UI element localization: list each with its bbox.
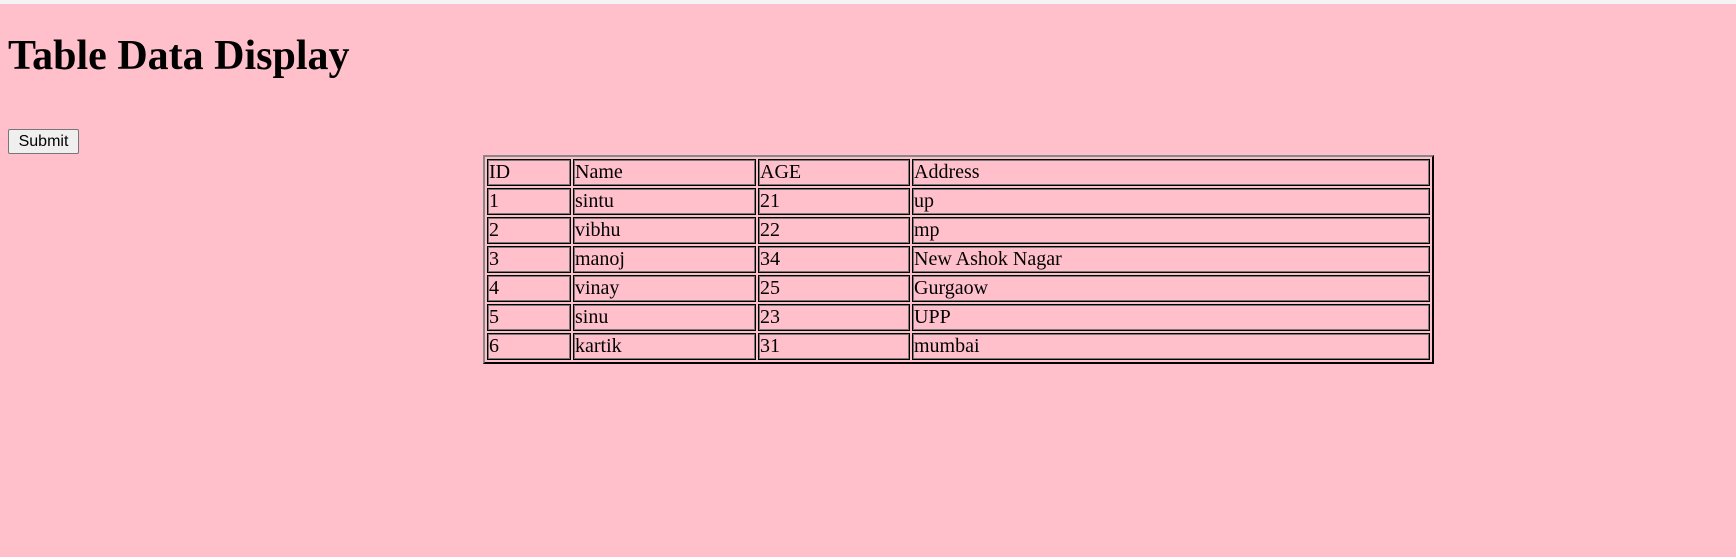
cell-id: 4 (487, 275, 571, 302)
cell-address: UPP (912, 304, 1430, 331)
cell-id: 2 (487, 217, 571, 244)
cell-name: kartik (573, 333, 756, 360)
cell-age: 21 (758, 188, 910, 215)
table-row (487, 333, 1430, 360)
column-header-id: ID (487, 159, 571, 186)
cell-id: 6 (487, 333, 571, 360)
column-header-age: AGE (758, 159, 910, 186)
table-row (487, 246, 1430, 273)
cell-id: 3 (487, 246, 571, 273)
table-header-row (487, 159, 1430, 186)
cell-name: sintu (573, 188, 756, 215)
data-table (483, 155, 1434, 364)
column-header-name: Name (573, 159, 756, 186)
cell-address: up (912, 188, 1430, 215)
table-row (487, 275, 1430, 302)
column-header-address: Address (912, 159, 1430, 186)
cell-age: 34 (758, 246, 910, 273)
cell-name: manoj (573, 246, 756, 273)
cell-age: 31 (758, 333, 910, 360)
cell-age: 22 (758, 217, 910, 244)
cell-name: vinay (573, 275, 756, 302)
cell-name: vibhu (573, 217, 756, 244)
cell-name: sinu (573, 304, 756, 331)
page-title: Table Data Display (8, 33, 350, 79)
submit-button[interactable]: Submit (8, 129, 79, 154)
table-row (487, 217, 1430, 244)
cell-id: 5 (487, 304, 571, 331)
top-strip (0, 0, 1736, 4)
cell-address: Gurgaow (912, 275, 1430, 302)
cell-address: New Ashok Nagar (912, 246, 1430, 273)
cell-address: mumbai (912, 333, 1430, 360)
cell-age: 25 (758, 275, 910, 302)
cell-age: 23 (758, 304, 910, 331)
table-row (487, 304, 1430, 331)
table-row (487, 188, 1430, 215)
cell-address: mp (912, 217, 1430, 244)
cell-id: 1 (487, 188, 571, 215)
